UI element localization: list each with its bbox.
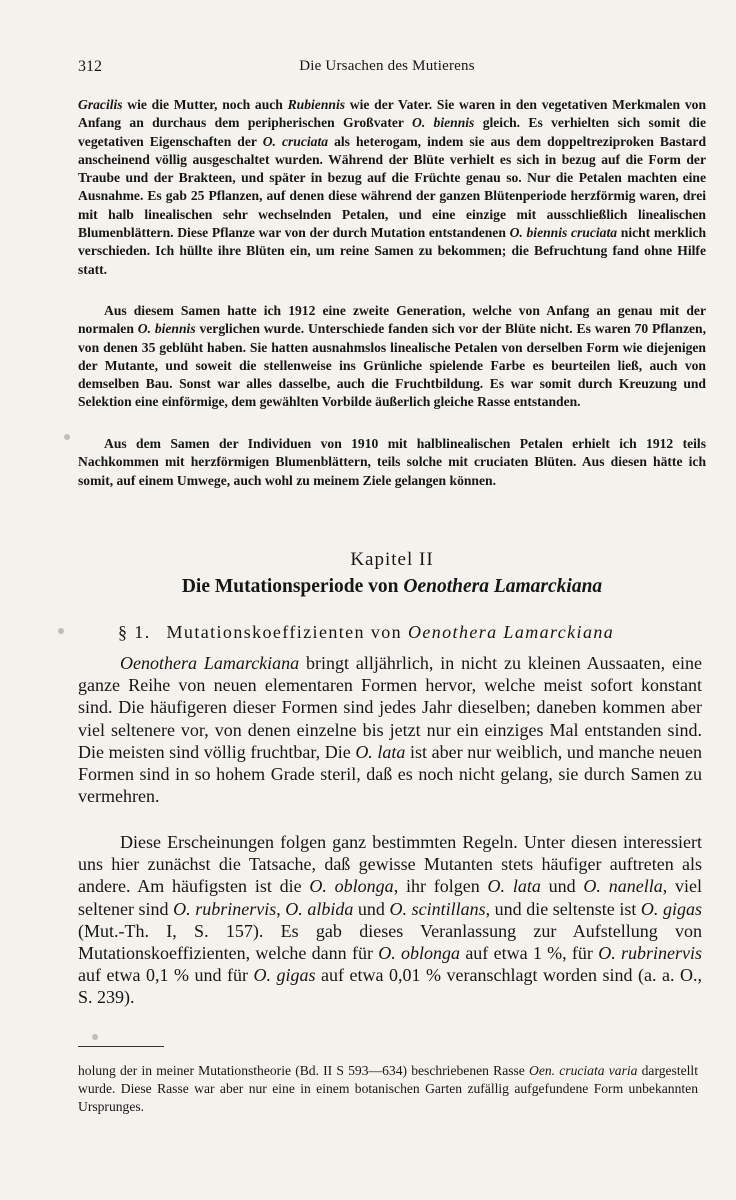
italic-run: O. biennis <box>412 115 475 131</box>
chapter-label: Kapitel II <box>350 549 434 570</box>
footnote-text <box>78 1062 698 1116</box>
italic-run: O. lata <box>487 876 541 897</box>
text-run: Mutationskoeffizienten von <box>166 622 408 642</box>
paragraph-text <box>78 302 706 412</box>
chapter-title <box>78 576 706 598</box>
text-run: Diese Erscheinungen folgen ganz bestimmten Regeln. Unter diesen interessiert uns hier zunächst die Tatsache, daß gewisse Mutanten stets häufiger auftreten als andere. Am häufigsten ist die <box>78 832 702 897</box>
italic-run: O. oblonga <box>378 943 461 964</box>
text-run: nicht merklich verschieden. Ich hüllte ihre Blüten ein, um reine Samen zu bekommen; die Befruchtung fand ohne Hilfe statt. <box>78 225 706 277</box>
page-header <box>78 58 696 78</box>
text-run: , und die seltenste ist <box>485 898 641 919</box>
paragraph-continued <box>78 96 706 279</box>
text-run: und <box>540 876 584 897</box>
text-run: , ihr folgen <box>393 876 488 897</box>
text-run: , <box>276 898 286 919</box>
text-run: auf etwa 0,01 % veranschlagt worden sind (a. a. O., S. 239). <box>78 965 702 1008</box>
paragraph-text <box>78 652 702 807</box>
section-title <box>167 622 615 642</box>
italic-run: O. gigas <box>640 898 702 919</box>
italic-run: Oenothera Lamarckiana <box>403 576 603 597</box>
italic-run: O. gigas <box>253 965 316 986</box>
running-head: Die Ursachen des Mutierens <box>299 58 475 74</box>
text-run: wie der Vater. Sie waren in den vegetativen Merkmalen von Anfang an durchaus dem peripherischen Großvater <box>78 97 707 131</box>
italic-run: O. rubrinervis <box>173 898 277 919</box>
italic-run: O. scintillans <box>389 898 486 919</box>
text-run: ist aber nur weiblich, und manche neuen Formen sind in so hohem Grade steril, daß es noch nicht gelang, sie durch Samen zu vermehren. <box>78 741 703 807</box>
italic-run: Oen. cruciata varia <box>529 1063 638 1078</box>
footnote <box>78 1062 698 1116</box>
italic-run: Rubiennis <box>287 97 346 112</box>
section-heading <box>118 622 706 643</box>
text-run: gleich. Es verhielten sich somit die vegetativen Eigenschaften der <box>78 115 706 149</box>
text-run: auf etwa 0,1 % und für <box>78 965 254 986</box>
section-symbol: § 1. <box>118 622 151 642</box>
text-run: und <box>353 898 390 919</box>
text-run: dargestellt wurde. Diese Rasse war aber nur eine in einem botanischen Garten zufällig aufgefundene Form unbekannten Ursprunges. <box>78 1063 698 1114</box>
italic-run: Gracilis <box>78 97 123 112</box>
footnote-rule <box>78 1046 164 1047</box>
italic-run: O. biennis <box>137 321 196 337</box>
italic-run: O. nanella <box>583 876 663 897</box>
paragraph-second-generation <box>78 302 706 412</box>
italic-run: O. lata <box>355 741 406 762</box>
italic-run: O. oblonga <box>309 876 394 897</box>
italic-run: O. albida <box>285 898 354 919</box>
text-run: Aus dem Samen der Individuen von 1910 mit halblinealischen Petalen erhielt ich 1912 teils Nachkommen mit herzförmigen Blumenblättern, teils solche mit cruciaten Blüten. Aus diesen hätte ich somit, auf einem Umwege, auch wohl zu meinem Ziele gelangen können. <box>78 436 706 488</box>
paragraph-mutation-coefficients <box>78 831 702 1009</box>
italic-run: O. cruciata <box>262 133 329 149</box>
text-run: verglichen wurde. Unterschiede fanden sich vor der Blüte nicht. Es waren 70 Pflanzen, von denen 35 geblüht haben. Sie hatten ausnahmslos linealische Petalen von derselben Form wie diejenigen der Mutante, und soweit die stellenweise ins Grünliche spielende Farbe es beurteilen ließ, auch von demselben Bau. Sonst war alles dasselbe, auch die Fruchtbildung. Es war somit durch Kreuzung und Selektion eine einförmige, dem gewählten Vorbilde äußerlich gleiche Rasse entstanden. <box>78 321 707 410</box>
print-speck <box>92 1034 98 1040</box>
italic-run: Oenothera Lamarckiana <box>120 653 300 673</box>
page-number: 312 <box>78 58 102 75</box>
italic-run: O. rubrinervis <box>598 943 703 964</box>
text-run: , viel seltener sind <box>78 876 702 919</box>
text-run: wie die Mutter, noch auch <box>122 97 288 112</box>
italic-run: O. biennis cruciata <box>509 225 618 241</box>
paragraph-text <box>78 435 706 490</box>
print-speck <box>58 628 64 634</box>
italic-run: Oenothera Lamarckiana <box>407 622 615 642</box>
text-run: holung der in meiner Mutationstheorie (Bd. II S 593—634) beschriebenen Rasse <box>78 1063 530 1078</box>
text-run: bringt alljährlich, in nicht zu kleinen Aussaaten, eine ganze Reihe von neuen elementaren Formen hervor, welche meist sofort konstant sind. Die häufigeren dieser Formen sind jedes Jahr dieselben; daneben kommen aber viel seltenere vor, von denen einzelne bis jetzt nur ein einziges Mal entstanden sind. Die meisten sind völlig fruchtbar, Die <box>78 653 703 762</box>
paragraph-text <box>78 831 702 1009</box>
print-speck <box>64 434 70 440</box>
text-run: auf etwa 1 %, für <box>460 943 599 964</box>
paragraph-half-linear-petals <box>78 435 706 490</box>
text-run: Aus diesem Samen hatte ich 1912 eine zweite Generation, welche von Anfang an genau mit der normalen <box>78 303 706 337</box>
paragraph-text <box>78 96 706 279</box>
text-run: (Mut.-Th. I, S. 157). Es gab dieses Veranlassung zur Aufstellung von Mutationskoeffizienten, welche dann für <box>78 920 702 964</box>
paragraph-lamarckiana-forms <box>78 652 702 807</box>
text-run: als heterogam, indem sie aus dem doppeltreziproken Bastard anscheinend völlig ausgeschaltet wurden. Während der Blüte verhielt es sich in bezug auf die Form der Traube und der Brakteen, und später in bezug auf die Früchte genau so. Nur die Petalen machten eine Ausnahme. Es gab 25 Pflanzen, auf denen diese während der ganzen Blütenperiode herzförmig waren, drei mit halb linealischen sehr wechselnden Petalen, und eine einzige mit ausschließlich linealischen Blumenblättern. Diese Pflanze war von der durch Mutation entstandenen <box>78 133 706 241</box>
text-run: Die Mutationsperiode von <box>181 576 404 597</box>
